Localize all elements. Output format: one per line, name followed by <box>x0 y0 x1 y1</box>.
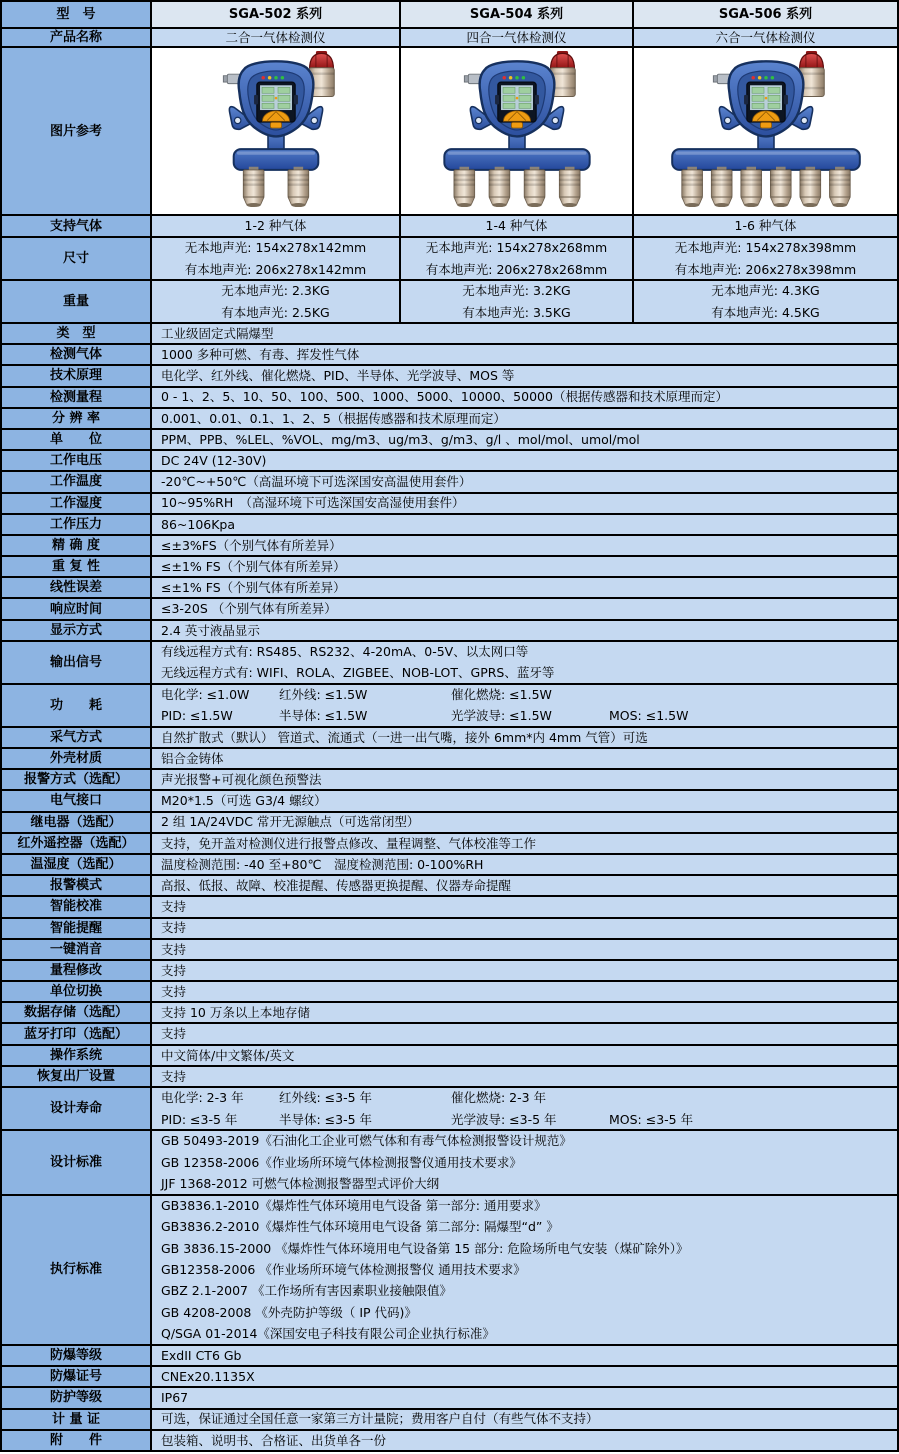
value-segment: 电化学: ≤1.0W <box>161 686 250 702</box>
spec-row <box>2 2 899 29</box>
row-label: 智能校准 <box>2 897 152 918</box>
spec-row <box>2 728 899 749</box>
value-line: SGA-506 系列 <box>718 7 813 22</box>
value-line: 86~106Kpa <box>161 516 236 532</box>
sensor-cylinder <box>489 166 510 206</box>
sensor-cylinder <box>559 166 580 206</box>
row-label: 工作电压 <box>2 451 152 472</box>
spec-row <box>2 494 899 515</box>
row-label: 蓝牙打印（选配） <box>2 1024 152 1045</box>
spec-row <box>2 29 899 48</box>
row-label: 技术原理 <box>2 366 152 387</box>
sensor-cylinder <box>829 166 850 206</box>
row-label: 重量 <box>2 281 152 324</box>
row-value <box>152 324 899 345</box>
row-value <box>152 430 899 451</box>
spec-row <box>2 855 899 876</box>
row-value <box>152 982 899 1003</box>
value-line: 1-2 种气体 <box>244 218 307 233</box>
row-label: 温湿度（选配） <box>2 855 152 876</box>
spec-row <box>2 388 899 409</box>
row-label: 图片参考 <box>2 48 152 216</box>
row-value <box>152 1367 899 1388</box>
row-label: 类 型 <box>2 324 152 345</box>
row-value <box>634 216 899 238</box>
row-label: 量程修改 <box>2 961 152 982</box>
row-value <box>152 216 401 238</box>
value-line: JJF 1368-2012 可燃气体检测报警器型式评价大纲 <box>161 1175 440 1191</box>
value-line: 可选，保证通过全国任意一家第三方计量院；费用客户自付（有些气体不支持） <box>161 1411 599 1427</box>
row-value <box>152 536 899 557</box>
value-segment: 催化燃烧: ≤1.5W <box>451 686 552 702</box>
row-value <box>152 834 899 855</box>
value-line: 工业级固定式隔爆型 <box>161 325 274 341</box>
value-line: 有本地声光: 206x278x398mm <box>674 261 857 277</box>
row-value <box>152 1431 899 1452</box>
spec-row <box>2 1346 899 1367</box>
value-segment: PID: ≤1.5W <box>161 708 233 724</box>
value-line: GB 4208-2008 《外壳防护等级（ IP 代码)》 <box>161 1304 417 1320</box>
row-value <box>152 642 899 685</box>
value-line: 高报、低报、故障、校准提醒、传感器更换提醒、仪器寿命提醒 <box>161 878 512 894</box>
spec-row <box>2 1003 899 1024</box>
row-label: 执行标准 <box>2 1196 152 1347</box>
value-line: 铝合金铸体 <box>161 750 224 766</box>
sensor-cylinder <box>740 166 761 206</box>
value-line: 支持 <box>161 1068 187 1084</box>
row-value <box>634 281 899 324</box>
row-label: 响应时间 <box>2 599 152 620</box>
row-label: 支持气体 <box>2 216 152 238</box>
value-line <box>161 705 897 726</box>
row-label: 工作压力 <box>2 515 152 536</box>
spec-row <box>2 791 899 812</box>
row-value <box>152 281 401 324</box>
value-segment: 红外线: ≤3-5 年 <box>279 1090 373 1106</box>
spec-row <box>2 366 899 387</box>
value-segment: 半导体: ≤1.5W <box>279 708 368 724</box>
value-line: 无本地声光: 154x278x398mm <box>674 240 857 256</box>
row-label: 设计寿命 <box>2 1088 152 1131</box>
value-line: 支持 <box>161 983 187 999</box>
row-label: 采气方式 <box>2 728 152 749</box>
row-value <box>152 1131 899 1196</box>
row-label: 输出信号 <box>2 642 152 685</box>
value-line: 10~95%RH （高湿环境下可选深国安高湿使用套件） <box>161 495 465 511</box>
row-value <box>152 770 899 791</box>
spec-row <box>2 940 899 961</box>
value-line: 电化学、红外线、催化燃烧、PID、半导体、光学波导、MOS 等 <box>161 368 515 384</box>
value-line: ≤±1% FS（个别气体有所差异） <box>161 558 346 574</box>
value-line: 无本地声光: 154x278x268mm <box>425 240 608 256</box>
value-line: GB 50493-2019《石油化工企业可燃气体和有毒气体检测报警设计规范》 <box>161 1133 572 1149</box>
spec-row <box>2 557 899 578</box>
spec-row <box>2 216 899 238</box>
row-value <box>152 940 899 961</box>
value-line: CNEx20.1135X <box>161 1369 255 1385</box>
value-line: 有本地声光: 3.5KG <box>462 304 571 320</box>
row-label: 设计标准 <box>2 1131 152 1196</box>
sensor-cylinder <box>681 166 702 206</box>
row-label: 工作湿度 <box>2 494 152 515</box>
row-value <box>152 855 899 876</box>
value-line: -20℃~+50℃（高温环境下可选深国安高温使用套件） <box>161 474 472 490</box>
value-line: 无线远程方式有: WIFI、ROLA、ZIGBEE、NOB-LOT、GPRS、蓝牙等 <box>161 665 555 681</box>
value-line: 支持，免开盖对检测仪进行报警点修改、量程调整、气体校准等工作 <box>161 835 537 851</box>
value-line: 2 组 1A/24VDC 常开无源触点（可选常闭型） <box>161 814 420 830</box>
spec-row <box>2 324 899 345</box>
value-segment: 电化学: 2-3 年 <box>161 1090 244 1106</box>
value-line: 0 - 1、2、5、10、50、100、500、1000、5000、10000、50000（根据传感器和技术原理而定） <box>161 389 728 405</box>
value-line: 支持 <box>161 899 187 915</box>
product-image-cell <box>401 48 634 216</box>
value-line: 六合一气体检测仪 <box>715 30 816 45</box>
row-value <box>401 238 634 281</box>
row-label: 功 耗 <box>2 685 152 728</box>
value-segment: 催化燃烧: 2-3 年 <box>451 1090 547 1106</box>
spec-row <box>2 281 899 324</box>
spec-row <box>2 1088 899 1131</box>
model-header-cell <box>152 2 401 29</box>
row-value <box>401 281 634 324</box>
row-value <box>634 238 899 281</box>
spec-row <box>2 1388 899 1409</box>
value-line: 支持 <box>161 941 187 957</box>
value-segment: 红外线: ≤1.5W <box>279 686 368 702</box>
product-name-cell <box>634 29 899 48</box>
row-value <box>152 472 899 493</box>
row-label: 数据存储（选配） <box>2 1003 152 1024</box>
sensor-cylinder <box>287 166 308 206</box>
value-line: 自然扩散式（默认） 管道式、流通式（一进一出气嘴，接外 6mm*内 4mm 气管）可选 <box>161 729 648 745</box>
value-line: 0.001、0.01、0.1、1、2、5（根据传感器和技术原理而定） <box>161 410 506 426</box>
value-line: 中文简体/中文繁体/英文 <box>161 1047 295 1063</box>
row-value <box>152 599 899 620</box>
value-line: GB3836.2-2010《爆炸性气体环境用电气设备 第二部分: 隔爆型“d” 》 <box>161 1219 559 1235</box>
row-label: 尺寸 <box>2 238 152 281</box>
spec-row <box>2 749 899 770</box>
row-value <box>152 685 899 728</box>
row-label: 单位切换 <box>2 982 152 1003</box>
spec-row <box>2 451 899 472</box>
value-line: ≤±3%FS（个别气体有所差异） <box>161 537 342 553</box>
product-image <box>667 50 865 213</box>
row-label: 单 位 <box>2 430 152 451</box>
spec-row <box>2 834 899 855</box>
row-value <box>401 216 634 238</box>
value-segment: PID: ≤3-5 年 <box>161 1111 238 1127</box>
sensor-cylinder <box>243 166 264 206</box>
row-label: 线性误差 <box>2 578 152 599</box>
value-line: 无本地声光: 2.3KG <box>221 283 330 299</box>
row-label: 检测量程 <box>2 388 152 409</box>
row-value <box>152 728 899 749</box>
sensor-cylinder <box>711 166 732 206</box>
value-segment: MOS: ≤3-5 年 <box>609 1111 694 1127</box>
value-line: 支持 10 万条以上本地存储 <box>161 1005 310 1021</box>
row-value <box>152 1388 899 1409</box>
spec-row <box>2 961 899 982</box>
value-line: 有线远程方式有: RS485、RS232、4-20mA、0-5V、以太网口等 <box>161 643 529 659</box>
value-line: GBZ 2.1-2007 《工作场所有害因素职业接触限值》 <box>161 1283 452 1299</box>
spec-row <box>2 1024 899 1045</box>
product-image <box>418 50 616 213</box>
sensor-cylinder <box>770 166 791 206</box>
spec-row <box>2 599 899 620</box>
row-value <box>152 1410 899 1431</box>
spec-row <box>2 813 899 834</box>
value-line: 四合一气体检测仪 <box>466 30 567 45</box>
row-value <box>152 366 899 387</box>
row-label: 报警方式（选配） <box>2 770 152 791</box>
gas-detector-illustration <box>177 50 375 210</box>
value-line: Q/SGA 01-2014《深国安电子科技有限公司企业执行标准》 <box>161 1326 495 1342</box>
value-line: 1000 多种可燃、有毒、挥发性气体 <box>161 347 360 363</box>
spec-row <box>2 536 899 557</box>
row-value <box>152 1024 899 1045</box>
row-value <box>152 388 899 409</box>
value-line: 温度检测范围: -40 至+80℃ 湿度检测范围: 0-100%RH <box>161 856 484 872</box>
spec-row <box>2 1410 899 1431</box>
value-line: PPM、PPB、%LEL、%VOL、mg/m3、ug/m3、g/m3、g/l 、mol/mol、umol/mol <box>161 431 640 447</box>
product-image <box>177 50 375 213</box>
model-header-cell <box>634 2 899 29</box>
spec-row <box>2 919 899 940</box>
row-label: 恢复出厂设置 <box>2 1067 152 1088</box>
spec-row <box>2 876 899 897</box>
value-line: 2.4 英寸液晶显示 <box>161 622 260 638</box>
row-value <box>152 1088 899 1131</box>
spec-row <box>2 430 899 451</box>
value-line: SGA-504 系列 <box>469 7 564 22</box>
spec-row <box>2 621 899 642</box>
value-line: 有本地声光: 4.5KG <box>711 304 820 320</box>
row-value <box>152 1346 899 1367</box>
row-label: 电气接口 <box>2 791 152 812</box>
model-header-cell <box>401 2 634 29</box>
value-line: ExdII CT6 Gb <box>161 1347 242 1363</box>
value-line: SGA-502 系列 <box>228 7 323 22</box>
value-line: 无本地声光: 3.2KG <box>462 283 571 299</box>
row-value <box>152 919 899 940</box>
row-label: 检测气体 <box>2 345 152 366</box>
product-image-cell <box>152 48 401 216</box>
value-line: M20*1.5（可选 G3/4 螺纹） <box>161 793 327 809</box>
value-line: IP67 <box>161 1390 189 1406</box>
row-value <box>152 345 899 366</box>
value-line: ≤3-20S （个别气体有所差异） <box>161 601 337 617</box>
spec-row <box>2 685 899 728</box>
row-label: 分 辨 率 <box>2 409 152 430</box>
row-value <box>152 876 899 897</box>
value-line: GB3836.1-2010《爆炸性气体环境用电气设备 第一部分: 通用要求》 <box>161 1197 547 1213</box>
row-value <box>152 451 899 472</box>
spec-row <box>2 1196 899 1347</box>
row-label: 报警模式 <box>2 876 152 897</box>
row-label: 计 量 证 <box>2 1410 152 1431</box>
value-segment: 光学波导: ≤3-5 年 <box>451 1111 557 1127</box>
value-line: GB12358-2006 《作业场所环境气体检测报警仪 通用技术要求》 <box>161 1262 526 1278</box>
value-line <box>161 685 897 706</box>
spec-row <box>2 515 899 536</box>
value-segment: MOS: ≤1.5W <box>609 708 689 724</box>
spec-row <box>2 48 899 216</box>
row-label: 防护等级 <box>2 1388 152 1409</box>
row-value <box>152 621 899 642</box>
product-image-cell <box>634 48 899 216</box>
row-label: 防爆证号 <box>2 1367 152 1388</box>
spec-row <box>2 1367 899 1388</box>
value-line: 包装箱、说明书、合格证、出货单各一份 <box>161 1432 387 1448</box>
row-label: 操作系统 <box>2 1046 152 1067</box>
value-line: 1-6 种气体 <box>734 218 797 233</box>
row-value <box>152 494 899 515</box>
row-value <box>152 238 401 281</box>
value-line: 二合一气体检测仪 <box>225 30 326 45</box>
value-segment: 半导体: ≤3-5 年 <box>279 1111 373 1127</box>
row-value <box>152 409 899 430</box>
row-label: 一键消音 <box>2 940 152 961</box>
value-line: 有本地声光: 2.5KG <box>221 304 330 320</box>
row-label: 精 确 度 <box>2 536 152 557</box>
row-value <box>152 791 899 812</box>
gas-detector-illustration <box>667 50 865 210</box>
row-value <box>152 897 899 918</box>
row-value <box>152 578 899 599</box>
spec-row <box>2 238 899 281</box>
value-line: 无本地声光: 154x278x142mm <box>184 240 367 256</box>
spec-row <box>2 472 899 493</box>
row-label: 型 号 <box>2 2 152 29</box>
row-value <box>152 813 899 834</box>
value-line: 1-4 种气体 <box>485 218 548 233</box>
value-line: 支持 <box>161 1026 187 1042</box>
row-label: 智能提醒 <box>2 919 152 940</box>
value-line: 支持 <box>161 920 187 936</box>
value-line: 有本地声光: 206x278x142mm <box>184 261 367 277</box>
row-value <box>152 961 899 982</box>
value-line: 支持 <box>161 962 187 978</box>
spec-row <box>2 578 899 599</box>
row-value <box>152 1196 899 1347</box>
spec-row <box>2 409 899 430</box>
row-label: 外壳材质 <box>2 749 152 770</box>
spec-row <box>2 1431 899 1452</box>
row-value <box>152 1003 899 1024</box>
spec-row <box>2 642 899 685</box>
value-line <box>161 1088 897 1109</box>
value-line <box>161 1109 897 1130</box>
spec-row <box>2 1067 899 1088</box>
value-line: GB 3836.15-2000 《爆炸性气体环境用电气设备第 15 部分: 危险场所电气安装（煤矿除外）》 <box>161 1240 689 1256</box>
row-label: 显示方式 <box>2 621 152 642</box>
sensor-cylinder <box>524 166 545 206</box>
sensor-cylinder <box>453 166 474 206</box>
row-label: 产品名称 <box>2 29 152 48</box>
value-segment: 光学波导: ≤1.5W <box>451 708 552 724</box>
row-value <box>152 1046 899 1067</box>
spec-row <box>2 982 899 1003</box>
row-label: 防爆等级 <box>2 1346 152 1367</box>
row-label: 工作温度 <box>2 472 152 493</box>
value-line: ≤±1% FS（个别气体有所差异） <box>161 580 346 596</box>
value-line: 声光报警+可视化颜色预警法 <box>161 772 322 788</box>
value-line: 无本地声光: 4.3KG <box>711 283 820 299</box>
spec-row <box>2 345 899 366</box>
gas-detector-illustration <box>418 50 616 210</box>
value-line: DC 24V (12-30V) <box>161 453 267 469</box>
row-value <box>152 749 899 770</box>
product-name-cell <box>401 29 634 48</box>
value-line: GB 12358-2006《作业场所环境气体检测报警仪通用技术要求》 <box>161 1154 522 1170</box>
spec-row <box>2 1046 899 1067</box>
spec-row <box>2 1131 899 1196</box>
spec-row <box>2 770 899 791</box>
product-name-cell <box>152 29 401 48</box>
row-label: 红外遥控器（选配） <box>2 834 152 855</box>
spec-row <box>2 897 899 918</box>
row-value <box>152 1067 899 1088</box>
sensor-cylinder <box>799 166 820 206</box>
row-label: 继电器（选配） <box>2 813 152 834</box>
row-label: 重 复 性 <box>2 557 152 578</box>
row-value <box>152 515 899 536</box>
row-value <box>152 557 899 578</box>
value-line: 有本地声光: 206x278x268mm <box>425 261 608 277</box>
row-label: 附 件 <box>2 1431 152 1452</box>
